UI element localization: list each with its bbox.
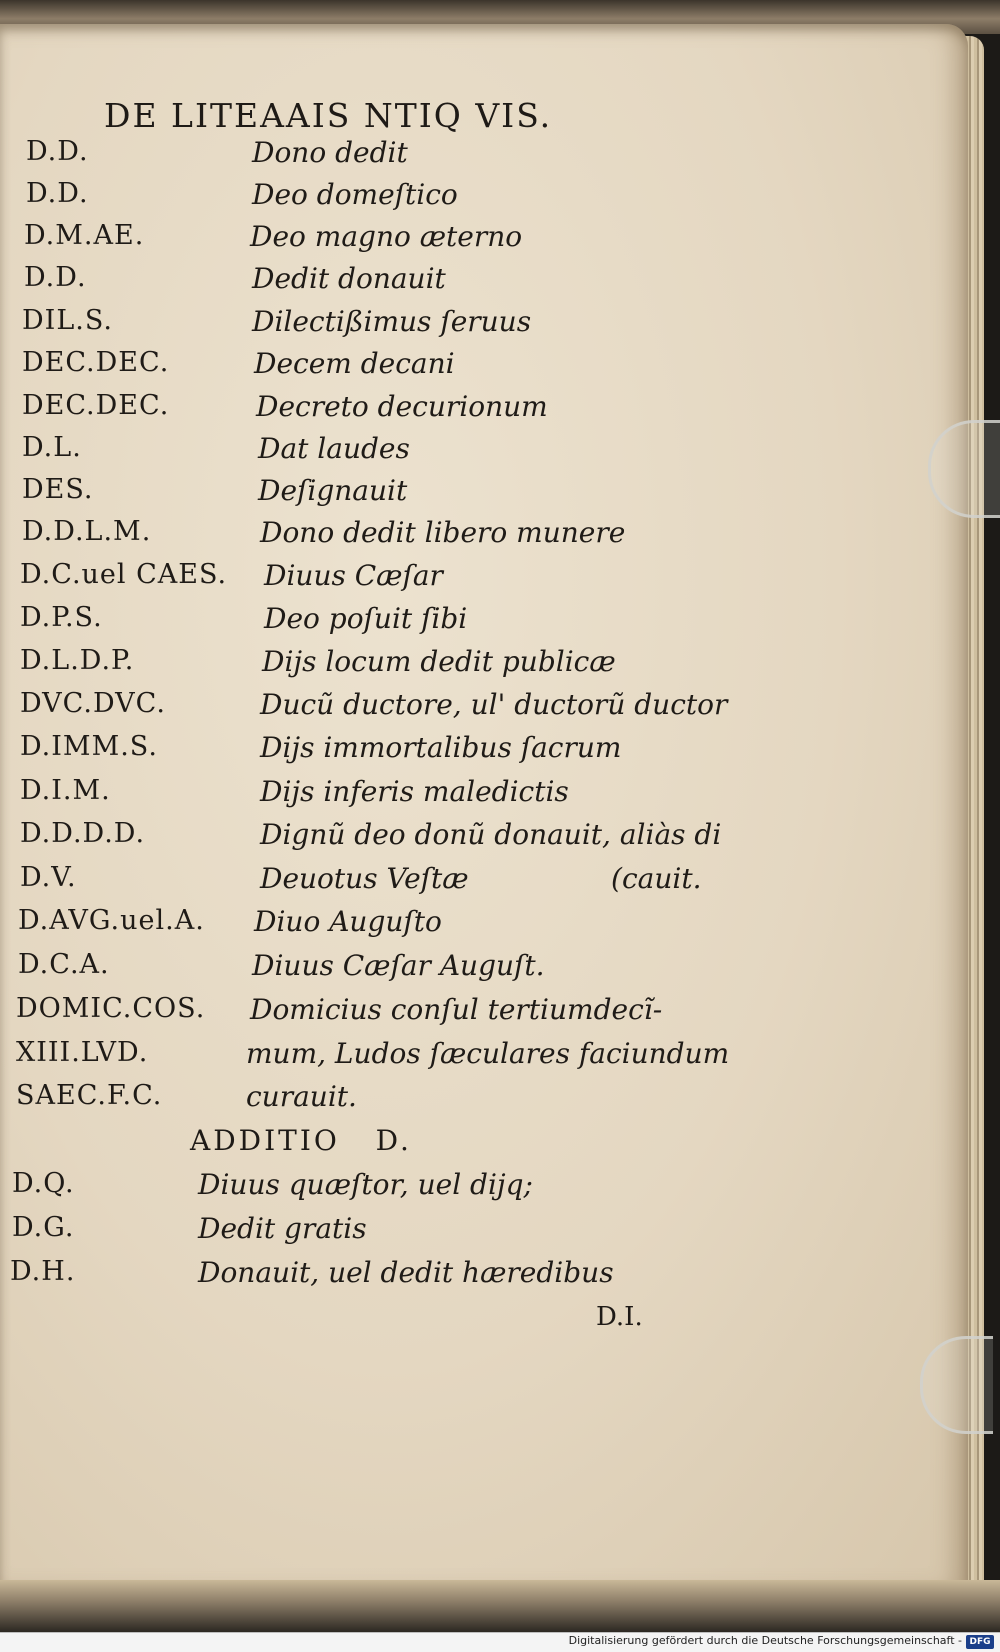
expansion: Ducũ ductore, ul' ductorũ ductor bbox=[260, 688, 728, 721]
abbreviation: D.I.M. bbox=[20, 775, 111, 806]
expansion: Dijs locum dedit publicæ bbox=[262, 645, 616, 678]
abbreviation: D.H. bbox=[10, 1256, 76, 1287]
addition-heading: ADDITIO D. bbox=[190, 1124, 412, 1157]
attribution-text: Digitalisierung gefördert durch die Deutsche Forschungsgemeinschaft - bbox=[568, 1634, 962, 1647]
expansion: Deo magno æterno bbox=[250, 220, 523, 253]
abbreviation: D.G. bbox=[12, 1212, 75, 1243]
abbreviation: D.D.L.M. bbox=[22, 516, 152, 547]
abbreviation: D.V. bbox=[20, 862, 77, 893]
expansion: Deſignauit bbox=[258, 474, 408, 507]
abbreviation: SAEC.F.C. bbox=[16, 1080, 163, 1111]
abbreviation: D.IMM.S. bbox=[20, 731, 158, 762]
catchword: D.I. bbox=[596, 1302, 643, 1332]
abbreviation: DIL.S. bbox=[22, 305, 113, 336]
expansion: Domicius conſul tertiumdecĩ- bbox=[250, 993, 663, 1026]
abbreviation: D.P.S. bbox=[20, 602, 103, 633]
expansion: Diuus quæſtor, uel dijq; bbox=[198, 1168, 533, 1201]
abbreviation: DEC.DEC. bbox=[22, 347, 170, 378]
attribution-bar bbox=[0, 1632, 1000, 1652]
abbreviation: D.D.D.D. bbox=[20, 818, 146, 849]
abbreviation: DOMIC.COS. bbox=[16, 993, 206, 1024]
abbreviation: D.D. bbox=[24, 262, 87, 293]
book-bottom-edge bbox=[0, 1580, 1000, 1632]
expansion: mum, Ludos ſæculares faciundum bbox=[246, 1037, 730, 1070]
abbreviation: D.D. bbox=[26, 178, 89, 209]
expansion: Donauit, uel dedit hæredibus bbox=[198, 1256, 614, 1289]
abbreviation: XIII.LVD. bbox=[16, 1037, 149, 1068]
running-head: DE LITEAAIS NTIQ VIS. bbox=[104, 96, 553, 135]
expansion: Dedit gratis bbox=[198, 1212, 367, 1245]
expansion: Deo domeſtico bbox=[252, 178, 458, 211]
abbreviation: D.C.uel CAES. bbox=[20, 559, 228, 590]
abbreviation: D.AVG.uel.A. bbox=[18, 905, 205, 936]
expansion: Dijs inferis maledictis bbox=[260, 775, 569, 808]
expansion: Dignũ deo donũ donauit, aliàs di bbox=[260, 818, 722, 851]
expansion: Diuus Cæſar Auguſt. bbox=[252, 949, 545, 982]
expansion: Dono dedit bbox=[252, 136, 408, 169]
abbreviation: D.D. bbox=[26, 136, 89, 167]
expansion: Diuo Auguſto bbox=[254, 905, 442, 938]
expansion: Decem decani bbox=[254, 347, 455, 380]
expansion: Dat laudes bbox=[258, 432, 410, 465]
expansion: Dilectißimus ſeruus bbox=[252, 305, 532, 338]
expansion: Deuotus Veſtæ (cauit. bbox=[260, 862, 702, 895]
expansion: curauit. bbox=[246, 1080, 357, 1113]
expansion: Diuus Cæſar bbox=[264, 559, 443, 592]
abbreviation: D.L.D.P. bbox=[20, 645, 135, 676]
book-page bbox=[0, 24, 968, 1592]
expansion: Decreto decurionum bbox=[256, 390, 548, 423]
abbreviation: D.M.AE. bbox=[24, 220, 145, 251]
abbreviation: DVC.DVC. bbox=[20, 688, 166, 719]
expansion: Dijs immortalibus ſacrum bbox=[260, 731, 622, 764]
abbreviation: D.C.A. bbox=[18, 949, 110, 980]
expansion: Dedit donauit bbox=[252, 262, 446, 295]
abbreviation: DEC.DEC. bbox=[22, 390, 170, 421]
abbreviation: DES. bbox=[22, 474, 94, 505]
abbreviation: D.Q. bbox=[12, 1168, 75, 1199]
abbreviation: D.L. bbox=[22, 432, 82, 463]
expansion: Deo poſuit ſibi bbox=[264, 602, 468, 635]
expansion: Dono dedit libero munere bbox=[260, 516, 626, 549]
dfg-logo[interactable]: DFG bbox=[966, 1635, 994, 1649]
